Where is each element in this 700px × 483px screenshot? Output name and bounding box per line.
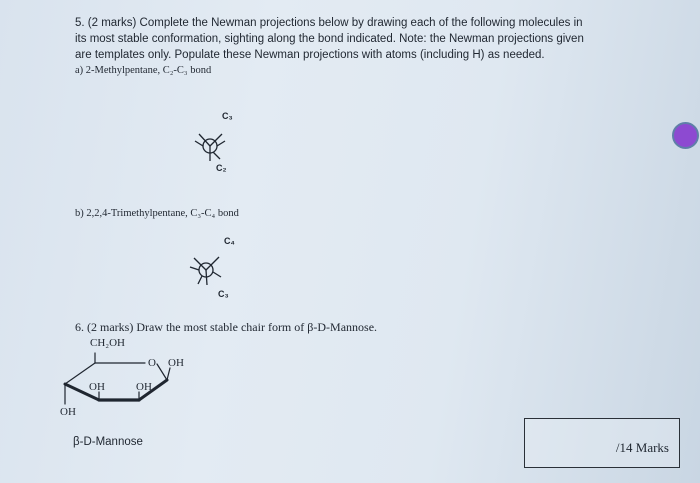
oh-c1-label: OH <box>168 357 184 369</box>
newman-projection-a <box>190 125 230 165</box>
marks-box <box>524 418 680 468</box>
q5-line-3: are templates only. Populate these Newman projections with atoms (including H) as needed. <box>75 49 545 61</box>
q5-line-2: its most stable conformation, sighting along the bond indicated. Note: the Newman projections given <box>75 33 584 45</box>
newman-b-back-label: C₃ <box>218 289 229 299</box>
q5-part-a: a) 2-Methylpentane, C₂-C₃ bond <box>75 65 212 76</box>
q5-line-1: 5. (2 marks) Complete the Newman projections below by drawing each of the following molecules in <box>75 17 583 29</box>
newman-b-front-label: C₄ <box>224 236 235 246</box>
oh-c4-label: OH <box>60 406 76 418</box>
q5-part-b: b) 2,2,4-Trimethylpentane, C₃-C₄ bond <box>75 208 239 219</box>
ch2oh-label: CH₂OH <box>90 337 126 349</box>
newman-a-front-label: C₃ <box>222 111 233 121</box>
ring-oxygen-label: O <box>148 357 156 369</box>
mannose-caption: β-D-Mannose <box>73 436 143 448</box>
haworth-ring <box>55 340 185 415</box>
oh-c3-label: OH <box>89 381 105 393</box>
newman-projection-b <box>186 250 226 290</box>
q6-text: 6. (2 marks) Draw the most stable chair form of β-D-Mannose. <box>75 320 378 334</box>
oh-c2-label: OH <box>136 381 152 393</box>
newman-a-back-label: C₂ <box>216 163 227 173</box>
marks-label: /14 Marks <box>615 440 669 455</box>
record-dot-icon <box>672 122 699 149</box>
